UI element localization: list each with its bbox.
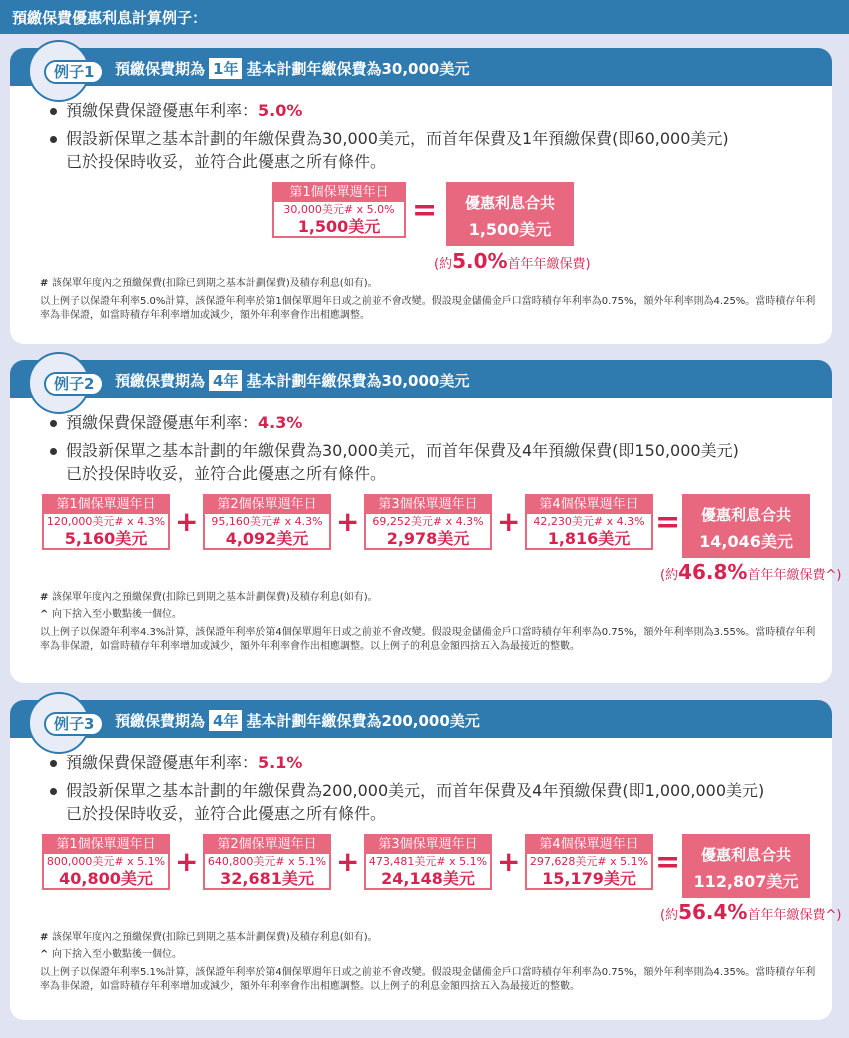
anniversary-calc: 120,000美元# x 4.3% [46,515,166,528]
rate-value: 5.0% [258,101,303,120]
footnote-rate: 以上例子以保證年利率5.0%計算，該保證年利率於第1個保單週年日或之前並不會改變。假設現金儲備金戶口當時積存年利率為0.75%，額外年利率則為4.25%。當時積存年利率為非保證，如當時積存年利率增加或減少，額外年利率會作出相應調整。 [40,296,816,321]
pct-suffix: 首年年繳保費) [507,257,591,272]
anniversary-value: 15,179美元 [542,869,636,888]
years-box: 1年 [208,57,243,80]
plus-sign: + [497,845,521,878]
anniversary-box-2 [203,494,331,550]
equals-sign: = [412,193,438,228]
anniversary-value: 1,500美元 [297,217,381,236]
anniversary-head: 第3個保單週年日 [366,836,490,854]
anniversary-calc: 297,628美元# x 5.1% [529,855,649,868]
description-line-2: 已於投保時收妥，並符合此優惠之所有條件。 [66,464,387,483]
anniversary-head: 第1個保單週年日 [44,836,168,854]
rate-label: 預繳保費保證優惠年利率： [66,413,259,432]
example-label: 例子3 [44,712,104,736]
footnote-rate: 以上例子以保證年利率5.1%計算，該保證年利率於第4個保單週年日或之前並不會改變。假設現金儲備金戶口當時積存年利率為0.75%，額外年利率則為4.35%。當時積存年利率為非保證，如當時積存年利率增加或減少，額外年利率會作出相應調整。以上例子的利息金額四捨五入為最接近的整數。 [40,967,816,992]
anniversary-box-4 [525,494,653,550]
anniversary-box-1 [42,494,170,550]
note-text: 該保單年度內之預繳保費(扣除已到期之基本計劃保費)及積存利息(如有)。 [52,932,378,943]
footnote-hash [40,591,818,605]
title-suffix: 基本計劃年繳保費為200,000美元 [246,712,480,730]
total-value: 14,046美元 [699,532,793,551]
rate-label: 預繳保費保證優惠年利率： [66,101,259,120]
pct-prefix: (約 [660,568,679,583]
anniversary-head: 第4個保單週年日 [527,496,651,514]
years-box: 4年 [208,709,243,732]
example-title [115,369,469,392]
anniversary-calc: 30,000美元# x 5.0% [283,203,395,216]
description-line-2: 已於投保時收妥，並符合此優惠之所有條件。 [66,152,387,171]
pct-value: 5.0% [452,249,508,273]
total-interest-box [682,834,810,898]
footnote-caret [40,608,818,622]
example-label: 例子1 [44,60,104,84]
caret-symbol: ^ [40,949,49,960]
description-line-1: 假設新保單之基本計劃的年繳保費為30,000美元，而首年保費及1年預繳保費(即60,000美元) [66,129,729,148]
bullet-dot [50,788,57,795]
anniversary-head: 第3個保單週年日 [366,496,490,514]
plus-sign: + [497,505,521,538]
title-suffix: 基本計劃年繳保費為30,000美元 [246,372,470,390]
example-label: 例子2 [44,372,104,396]
title-suffix: 基本計劃年繳保費為30,000美元 [246,60,470,78]
note-text: 該保單年度內之預繳保費(扣除已到期之基本計劃保費)及積存利息(如有)。 [52,278,378,289]
hash-symbol: # [40,932,49,943]
total-interest-box [682,494,810,558]
anniversary-value: 40,800美元 [59,869,153,888]
anniversary-head: 第2個保單週年日 [205,836,329,854]
total-label: 優惠利息合共 [700,506,791,524]
pct-suffix: 首年年繳保費^) [747,908,842,923]
example-card-3 [10,700,842,1020]
rate-label: 預繳保費保證優惠年利率： [66,753,259,772]
pct-prefix: (約 [434,257,453,272]
anniversary-head: 第2個保單週年日 [205,496,329,514]
anniversary-head: 第1個保單週年日 [274,184,404,202]
pct-value: 46.8% [678,560,748,584]
footnote-hash [40,931,818,945]
anniversary-box-3 [364,834,492,890]
pct-prefix: (約 [660,908,679,923]
hash-symbol: # [40,278,49,289]
bullet-dot [50,760,57,767]
anniversary-calc: 473,481美元# x 5.1% [368,855,488,868]
bullet-dot [50,448,57,455]
plus-sign: + [336,505,360,538]
note-text: 該保單年度內之預繳保費(扣除已到期之基本計劃保費)及積存利息(如有)。 [52,592,378,603]
total-value: 1,500美元 [468,220,552,239]
bullet-dot [50,420,57,427]
percent-of-premium [434,249,591,273]
bullet-dot [50,108,57,115]
pct-suffix: 首年年繳保費^) [747,568,842,583]
anniversary-box-3 [364,494,492,550]
anniversary-box-2 [203,834,331,890]
anniversary-calc: 69,252美元# x 4.3% [372,515,484,528]
note-text: 向下捨入至小數點後一個位。 [52,609,182,620]
caret-symbol: ^ [40,609,49,620]
anniversary-head: 第4個保單週年日 [527,836,651,854]
anniversary-calc: 800,000美元# x 5.1% [46,855,166,868]
anniversary-head: 第1個保單週年日 [44,496,168,514]
anniversary-value: 5,160美元 [64,529,148,548]
rate-value: 5.1% [258,753,303,772]
anniversary-box-4 [525,834,653,890]
title-prefix: 預繳保費期為 [115,372,206,390]
plus-sign: + [175,845,199,878]
total-interest-box [446,182,574,246]
title-prefix: 預繳保費期為 [115,712,206,730]
example-title [115,709,480,732]
description-line-2: 已於投保時收妥，並符合此優惠之所有條件。 [66,804,387,823]
hash-symbol: # [40,592,49,603]
anniversary-value: 32,681美元 [220,869,314,888]
percent-of-premium [660,900,841,924]
footnote-rate: 以上例子以保證年利率4.3%計算，該保證年利率於第4個保單週年日或之前並不會改變。假設現金儲備金戶口當時積存年利率為0.75%，額外年利率則為3.55%。當時積存年利率為非保證，如當時積存年利率增加或減少，額外年利率會作出相應調整。以上例子的利息金額四捨五入為最接近的整數。 [40,627,816,652]
footnote-hash [40,277,818,291]
pct-value: 56.4% [678,900,748,924]
page-header [0,0,849,34]
example-card-1 [10,48,832,344]
bullet-dot [50,136,57,143]
anniversary-value: 4,092美元 [225,529,309,548]
equals-sign: = [655,845,681,880]
example-title [115,57,469,80]
description-line-1: 假設新保單之基本計劃的年繳保費為30,000美元，而首年保費及4年預繳保費(即150,000美元) [66,441,739,460]
anniversary-value: 24,148美元 [381,869,475,888]
example-card-2 [10,360,842,683]
rate-value: 4.3% [258,413,303,432]
percent-of-premium [660,560,841,584]
years-box: 4年 [208,369,243,392]
equals-sign: = [655,505,681,540]
total-value: 112,807美元 [693,872,799,891]
anniversary-calc: 640,800美元# x 5.1% [207,855,327,868]
total-label: 優惠利息合共 [700,846,791,864]
anniversary-value: 2,978美元 [386,529,470,548]
description-line-1: 假設新保單之基本計劃的年繳保費為200,000美元，而首年保費及4年預繳保費(即1,000,000美元) [66,781,765,800]
anniversary-box-1 [272,182,406,238]
title-prefix: 預繳保費期為 [115,60,206,78]
plus-sign: + [336,845,360,878]
anniversary-value: 1,816美元 [547,529,631,548]
note-text: 向下捨入至小數點後一個位。 [52,949,182,960]
anniversary-box-1 [42,834,170,890]
total-label: 優惠利息合共 [464,194,555,212]
plus-sign: + [175,505,199,538]
anniversary-calc: 42,230美元# x 4.3% [533,515,645,528]
anniversary-calc: 95,160美元# x 4.3% [211,515,323,528]
footnote-caret [40,948,818,962]
page-title: 預繳保費優惠利息計算例子： [12,9,208,27]
